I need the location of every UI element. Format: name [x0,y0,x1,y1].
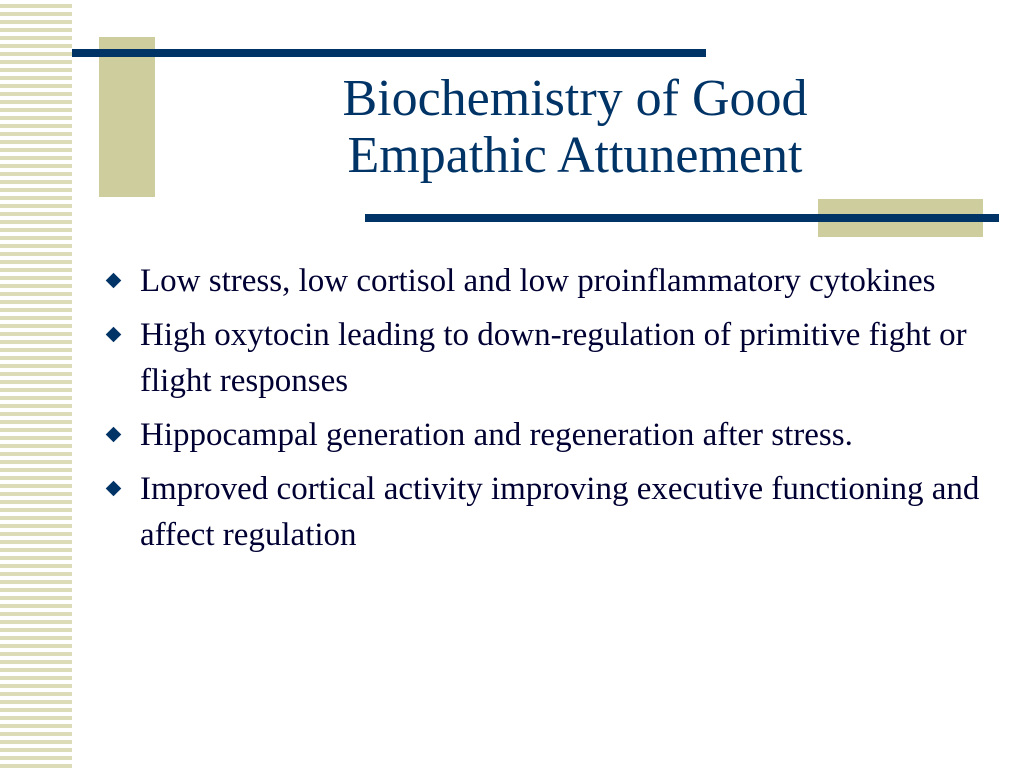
bullet-text: Low stress, low cortisol and low proinflammatory cytokines [140,263,936,299]
accent-block-top [99,37,155,197]
bullet-text: High oxytocin leading to down-regulation of primitive fight or flight responses [140,317,967,399]
diamond-bullet-icon [106,427,122,443]
bullet-text: Improved cortical activity improving executive functioning and affect regulation [140,471,980,553]
diamond-bullet-icon [106,481,122,497]
bullet-list [102,258,982,566]
slide-title [200,70,950,184]
title-line-2: Empathic Attunement [347,127,803,184]
bullet-item [102,466,982,558]
decorative-stripe-band [0,0,72,768]
diamond-bullet-icon [106,327,122,343]
title-rule-bottom [365,214,999,222]
bullet-item [102,258,982,304]
bullet-text: Hippocampal generation and regeneration after stress. [140,417,853,453]
bullet-item [102,312,982,404]
title-line-1: Biochemistry of Good [342,70,808,127]
title-rule-top [72,49,706,57]
diamond-bullet-icon [106,273,122,289]
bullet-item [102,412,982,458]
